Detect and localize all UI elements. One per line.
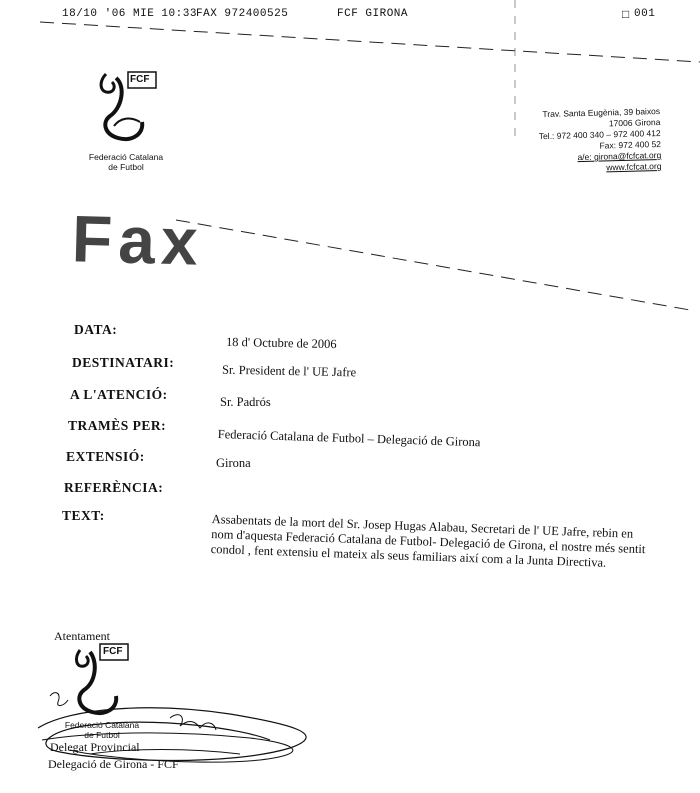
address-city: 17006 Girona — [608, 116, 661, 129]
address-block — [538, 106, 662, 175]
message-body: Assabentats de la mort del Sr. Josep Hugas Alabau, Secretari de l' UE Jafre, rebin en nom d'aquesta Federació Catalana de Futbol- Delegació de Girona, el nostre més sentit condol , fent extensiu el mateix als seus familiars així com a la Junta Directiva. — [210, 512, 646, 570]
closing-salutation: Atentament — [54, 629, 110, 643]
address-website[interactable]: www.fcfcat.org — [606, 160, 662, 173]
stamp-org-line2: de Futbol — [84, 730, 120, 740]
stamp-org-line1: Federació Catalana — [64, 720, 140, 730]
field-label-referencia: REFERÈNCIA: — [64, 480, 164, 495]
field-label-trames: TRAMÈS PER: — [68, 418, 167, 433]
field-label-destinatari: DESTINATARI: — [72, 355, 175, 370]
fax-header-sender: FCF GIRONA — [337, 8, 409, 20]
field-value-extensio: Girona — [216, 456, 251, 470]
field-label-data: DATA: — [74, 322, 118, 337]
fax-dashed-line — [176, 220, 690, 310]
field-value-atencio: Sr. Padrós — [220, 395, 271, 409]
top-dashed-line — [40, 22, 700, 62]
field-value-data: 18 d' Octubre de 2006 — [225, 334, 337, 352]
fax-header-page: 001 — [634, 8, 656, 20]
fcf-logo-text: FCF — [130, 74, 150, 85]
fax-header-page-icon: □ — [622, 8, 630, 22]
stamp-logo-text: FCF — [103, 646, 123, 657]
address-street: Trav. Santa Eugènia, 39 baixos — [542, 106, 661, 120]
fcf-logo — [92, 64, 162, 144]
field-value-destinatari: Sr. President de l' UE Jafre — [221, 362, 357, 380]
org-name — [80, 152, 172, 172]
org-name-line1: Federació Catalana — [88, 152, 164, 162]
address-phone: Tel.: 972 400 340 – 972 400 412 — [538, 127, 661, 142]
field-value-trames: Federació Catalana de Futbol – Delegació de Girona — [217, 427, 481, 450]
field-label-atencio: A L'ATENCIÓ: — [70, 387, 168, 402]
field-label-extensio: EXTENSIÓ: — [66, 449, 145, 464]
fax-title: Fax — [71, 201, 205, 279]
field-label-text: TEXT: — [62, 508, 105, 523]
address-email[interactable]: a/e: girona@fcfcat.org — [577, 149, 662, 163]
signer-org: Delegació de Girona - FCF — [48, 757, 179, 771]
fax-header-number: FAX 972400525 — [196, 8, 289, 20]
fax-header-datetime: 18/10 '06 MIE 10:33 — [62, 8, 197, 20]
signer-title: Delegat Provincial — [50, 740, 140, 754]
address-fax: Fax: 972 400 52 — [599, 138, 662, 151]
org-name-line2: de Futbol — [108, 162, 144, 172]
fcf-logo-icon — [92, 64, 162, 144]
